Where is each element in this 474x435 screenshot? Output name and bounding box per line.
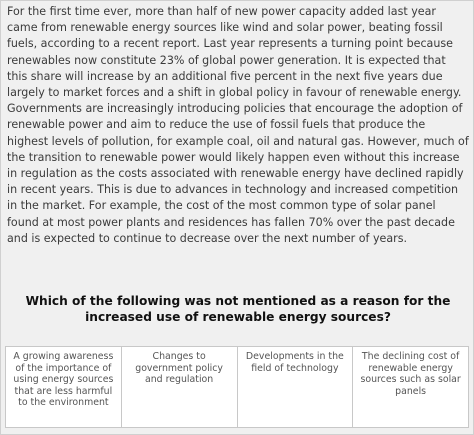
answer-option-3[interactable]: Developments in the field of technology	[238, 347, 354, 427]
answer-option-4[interactable]: The declining cost of renewable energy sources such as solar panels	[360, 351, 461, 397]
answer-options	[5, 346, 469, 428]
answer-option-1[interactable]: A growing awareness of the importance of using energy sources that are less harmful to the environment	[6, 347, 122, 427]
answer-option-2[interactable]: Changes to government policy and regulation	[122, 347, 238, 427]
question-text: Which of the following was not mentioned as a reason for the increased use of renewable energy sources?	[25, 294, 451, 324]
reading-passage: For the first time ever, more than half of new power capacity added last year came from renewable energy sources like wind and solar power, beating fossil fuels, according to a recent report. Last year represents a turning point because renewables now constitute 23% of global power generation. It is expected that this share will increase by an additional five percent in the next five years due largely to market forces and a shift in global policy in favour of renewable energy. Governments are increasingly introducing policies that encourage the adoption of renewable power and aim to reduce the use of fossil fuels that produce the highest levels of pollution, for example coal, oil and natural gas. However, much of the transition to renewable power would likely happen even without this increase in regulation as the costs associated with renewable energy have declined rapidly in recent years. This is due to advances in technology and increased competition in the market. For example, the cost of the most common type of solar panel found at most power plants and residences has fallen 70% over the past decade and is expected to continue to decrease over the next number of years.	[7, 5, 469, 245]
